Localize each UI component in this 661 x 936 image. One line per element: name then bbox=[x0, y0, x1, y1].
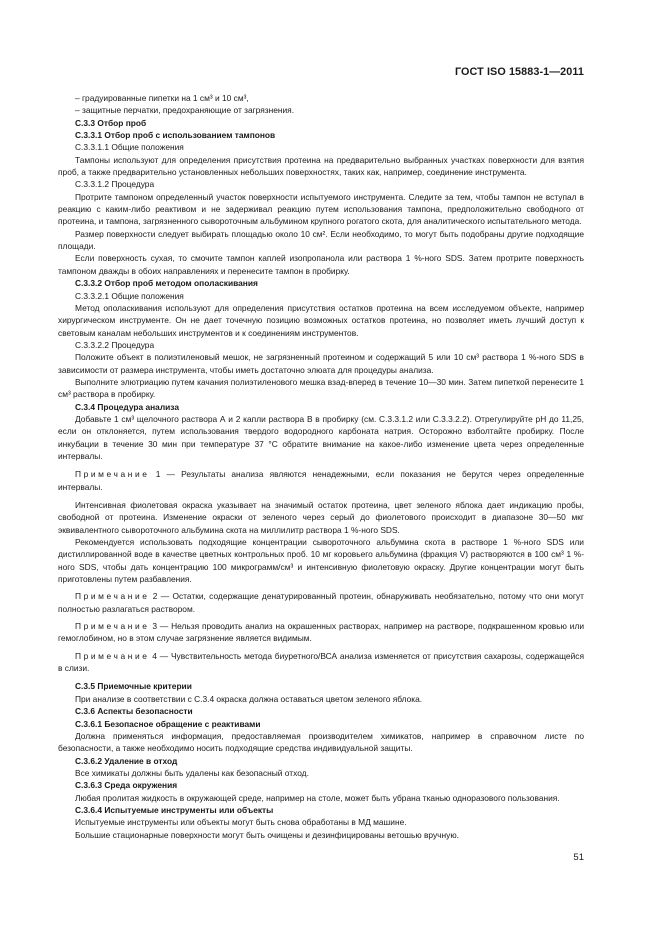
note-label: Примечание bbox=[75, 621, 150, 632]
note-text: 1 — Результаты анализа являются ненадежными, если показания не берутся через определенные интервалы. bbox=[58, 469, 584, 492]
page-number: 51 bbox=[573, 852, 584, 863]
note bbox=[58, 620, 584, 645]
paragraph: Выполните элютриацию путем качания полиэтиленового мешка взад-вперед в течение 10—30 мин. Затем пипеткой перенесите 1 см³ раствора в пробирку. bbox=[58, 376, 584, 400]
subsection-heading: С.3.3.1.1 Общие положения bbox=[75, 142, 184, 153]
document-body bbox=[58, 92, 584, 841]
section-heading: С.3.6.3 Среда окружения bbox=[75, 780, 178, 791]
section-heading: С.3.6.4 Испытуемые инструменты или объекты bbox=[75, 804, 274, 815]
subsection-heading: С.3.3.1.2 Процедура bbox=[75, 179, 155, 190]
section-heading: С.3.4 Процедура анализа bbox=[75, 401, 180, 412]
note-text: 3 — Нельзя проводить анализ на окрашенных растворах, например на растворе, подкрашенном кровью или гемоглобином, но в этом случае загрязнение является видимым. bbox=[58, 621, 585, 644]
section-heading: С.3.3.2 Отбор проб методом ополаскивания bbox=[75, 278, 258, 289]
note-label: Примечание bbox=[75, 650, 150, 661]
section-heading: С.3.5 Приемочные критерии bbox=[75, 681, 192, 692]
section-heading: С.3.3 Отбор проб bbox=[75, 117, 147, 128]
note-text: 2 — Остатки, содержащие денатурированный протеин, обнаруживать необязательно, потому что они могут полностью разлагаться раствором. bbox=[58, 591, 585, 614]
paragraph: Большие стационарные поверхности могут быть очищены и дезинфицированы ветошью вручную. bbox=[75, 829, 459, 840]
note bbox=[58, 590, 584, 615]
subsection-heading: С.3.3.2.2 Процедура bbox=[75, 339, 155, 350]
paragraph: Добавьте 1 см³ щелочного раствора А и 2 капли раствора В в пробирку (см. С.3.3.1.2 или С.3.3.2.2). Отрегулируйте pH до 11,25, если он отклоняется, путем использования твердого водородного карбоната натрия. Осторожно взболтайте пробирку. После инкубации в течение 30 мин при температуре 37 °С обратите внимание на какое-либо изменение цвета через определенные интервалы. bbox=[58, 413, 584, 461]
paragraph: Положите объект в полиэтиленовый мешок, не загрязненный протеином и содержащий 5 или 10 см³ раствора 1 %-ного SDS в зависимости от размера инструмента, чтобы иметь достаточно элюата для процедуры анализа. bbox=[58, 352, 584, 375]
note bbox=[58, 468, 584, 493]
paragraph: Испытуемые инструменты или объекты могут быть снова обработаны в МД машине. bbox=[75, 817, 407, 828]
paragraph: Протрите тампоном определенный участок поверхности испытуемого инструмента. Следите за тем, чтобы тампон не вступал в реакцию с каким-либо реактивом и не задерживал реакцию путем использования тампона, предположительно свободного от протеина, и тампона, загрязненного сывороточным альбумином крупного рогатого скота, для аналитического испытательного метода. bbox=[58, 191, 584, 227]
subsection-heading: С.3.3.2.1 Общие положения bbox=[75, 290, 184, 301]
note-label: Примечание bbox=[75, 591, 150, 602]
list-item: – защитные перчатки, предохраняющие от загрязнения. bbox=[75, 105, 295, 116]
standard-id-header: ГОСТ ISO 15883-1—2011 bbox=[454, 66, 584, 78]
paragraph: При анализе в соответствии с С.3.4 окраска должна оставаться цветом зеленого яблока. bbox=[75, 693, 423, 704]
paragraph: Должна применяться информация, предоставляемая производителем химикатов, например в справочном листе по безопасности, а также необходимо носить подходящие средства индивидуальной защиты. bbox=[58, 730, 584, 754]
note bbox=[58, 650, 584, 675]
paragraph: Тампоны используют для определения присутствия протеина на предварительно выбранных участках поверхности для взятия проб, а также предварительно установленных небольших поверхностях, таких как, например, соединение инструмента. bbox=[58, 154, 584, 178]
section-heading: С.3.6.2 Удаление в отход bbox=[75, 755, 178, 766]
paragraph: Размер поверхности следует выбирать площадью около 10 см². Если необходимо, то могут быть подобраны другие подходящие площади. bbox=[58, 228, 584, 252]
paragraph: Метод ополаскивания используют для определения присутствия остатков протеина на всем исследуемом объекте, например хирургическом инструменте. Он не дает точечную позицию возможных остатков протеина, но позволяет иметь лучший доступ к световым каналам небольших инструментов и к соединениям инструментов. bbox=[58, 302, 584, 338]
section-heading: С.3.3.1 Отбор проб с использованием тампонов bbox=[75, 130, 276, 141]
list-item: – градуированные пипетки на 1 см³ и 10 см³, bbox=[75, 93, 249, 103]
note-text: 4 — Чувствительность метода биуретного/ВСА анализа изменяется от присутствия сахарозы, содержащейся в слизи. bbox=[58, 650, 584, 674]
note-label: Примечание bbox=[75, 469, 150, 480]
section-heading: С.3.6 Аспекты безопасности bbox=[75, 706, 193, 717]
section-heading: С.3.6.1 Безопасное обращение с реактивами bbox=[75, 718, 261, 729]
paragraph: Интенсивная фиолетовая окраска указывает на значимый остаток протеина, цвет зеленого яблока дает индикацию пробы, свободной от протеина. Изменение окраски от зеленого через серый до фиолетового происходит в диапазоне 30—50 мкг эквивалентного сывороточного альбумина скота на миллилитр раствора 1 %-ного SDS. bbox=[58, 500, 584, 535]
paragraph: Все химикаты должны быть удалены как безопасный отход. bbox=[75, 767, 309, 778]
paragraph: Если поверхность сухая, то смочите тампон каплей изопропанола или раствора 1 %-ного SDS. Затем протрите поверхность тампоном дважды в обоих направлениях и перенесите тампон в пробирку. bbox=[58, 253, 584, 276]
paragraph: Рекомендуется использовать подходящие концентрации сывороточного альбумина скота в растворе 1 %-ного SDS или дистиллированной воде в качестве цветных контрольных проб. 10 мг коровьего альбумина (фракция V) растворяются в 100 см³ 1 %-ного SDS, чтобы дать концентрацию 100 микрограмм/см³ и интенсивную фиолетовую окраску. Другие концентрации могут быть приготовлены путем разбавления. bbox=[58, 537, 584, 585]
paragraph: Любая пролитая жидкость в окружающей среде, например на столе, может быть убрана тканью одноразового пользования. bbox=[75, 792, 560, 803]
